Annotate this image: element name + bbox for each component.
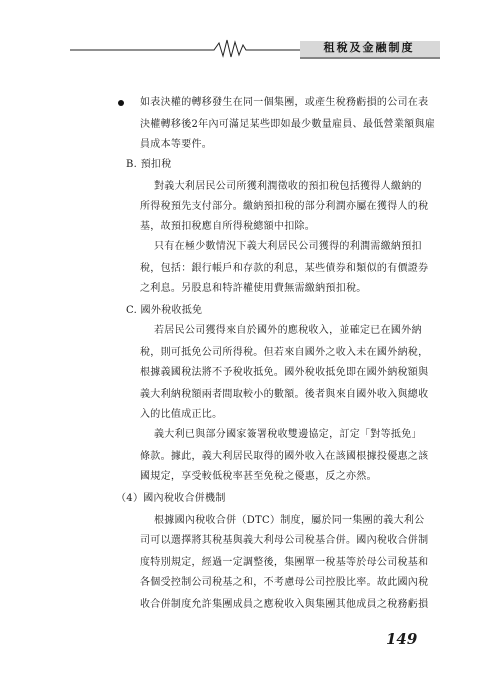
text-line: 如表決權的轉移發生在同一個集團，或產生稅務虧損的公司在表 [140, 97, 429, 108]
text-line: 收合併制度允許集團成員之應稅收入與集團其他成員之稅務虧損 [140, 599, 429, 610]
text-line: 所得稅預先支付部分。繳納預扣稅的部分利潤亦屬在獲得人的稅 [140, 201, 429, 212]
subheading: B. 預扣稅 [126, 159, 172, 170]
text-line: 對義大利居民公司所獲利潤徵收的預扣稅包括獲得人繳納的 [154, 181, 422, 192]
text-line: 之利息。另股息和特許權使用費無需繳納預扣稅。 [140, 283, 367, 294]
text-line: 條款。據此，義大利居民取得的國外收入在該國根據投優惠之該 [140, 451, 429, 462]
text-line: 國規定，享受較低稅率甚至免稅之優惠，反之亦然。 [140, 471, 377, 482]
text-line: 若居民公司獲得來自於國外的應稅收入，並確定已在國外納 [154, 325, 422, 336]
subheading: C. 國外稅收抵免 [126, 305, 203, 316]
text-line: 度特別規定，經過一定調整後，集團單一稅基等於母公司稅基和 [140, 557, 429, 568]
text-line: 稅，包括：銀行帳戶和存款的利息，某些債券和類似的有價證券 [140, 263, 429, 274]
bullet-icon [118, 100, 124, 106]
text-line: 決權轉移後2年內可滿足某些即如最少數量雇員、最低營業額與雇 [140, 119, 436, 130]
subheading: （4）國內稅收合併機制 [116, 493, 226, 504]
text-line: 司可以選擇將其稅基與義大利母公司稅基合併。國內稅收合併制 [140, 535, 429, 546]
text-line: 稅，則可抵免公司所得稅。但若來自國外之收入未在國外納稅， [140, 347, 429, 358]
text-line: 入的比值成正比。 [140, 409, 223, 420]
text-line: 根據義國稅法將不予稅收抵免。國外稅收抵免即在國外納稅額與 [140, 367, 429, 378]
text-line: 義大利已與部分國家簽署稅收雙邊協定，訂定「對等抵免」 [154, 429, 422, 440]
text-line: 根據國內稅收合併（DTC）制度，屬於同一集團的義大利公 [154, 515, 425, 526]
text-line: 基，故預扣稅應自所得稅總額中扣除。 [140, 221, 316, 232]
text-line: 各個受控制公司稅基之和，不考慮母公司控股比率。故此國內稅 [140, 577, 429, 588]
text-line: 員成本等要件。 [140, 139, 213, 150]
text-line: 義大利納稅額兩者間取較小的數額。後者與來自國外收入與總收 [140, 389, 429, 400]
section-title: 租稅及金融制度 [323, 41, 415, 54]
text-line: 只有在極少數情況下義大利居民公司獲得的利潤需繳納預扣 [154, 241, 422, 252]
page-number: 149 [386, 630, 418, 648]
